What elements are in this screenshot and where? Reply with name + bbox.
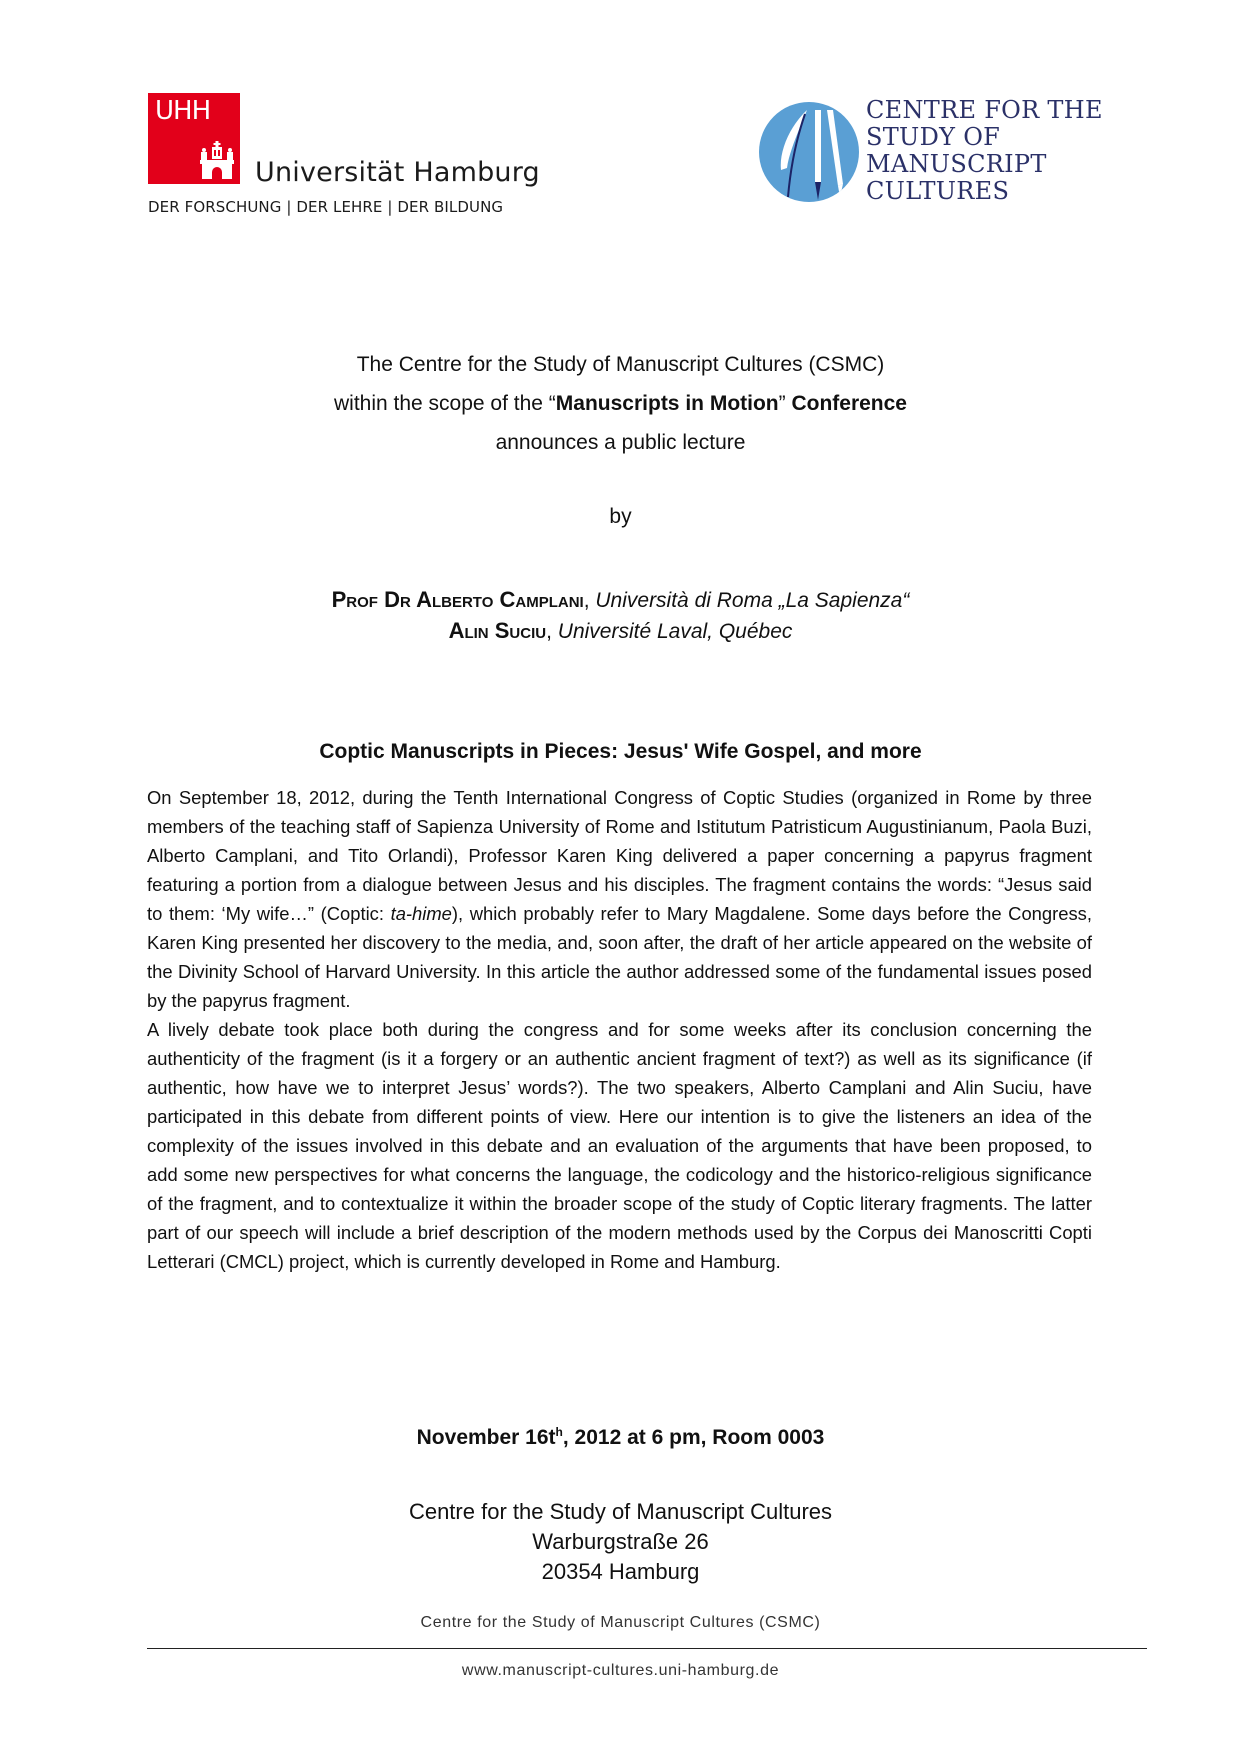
csmc-logo-mark <box>759 102 859 202</box>
by-label: by <box>609 505 632 528</box>
abstract-p1-part-b: ), which probably refer to Mary Magdalene. Some days before the Congress, Karen King presented her discovery to the media, and, soon after, the draft of her article appeared on the website of the Divinity School of Harvard University. In this article the author addressed some of the fundamental issues posed by the papyrus fragment. <box>147 903 1092 1011</box>
speaker-separator: , <box>546 620 558 643</box>
csmc-logo-line: MANUSCRIPT <box>866 150 1047 178</box>
footer-divider <box>147 1648 1147 1649</box>
csmc-logo-text <box>866 97 1103 205</box>
uhh-logo-tagline: DER FORSCHUNG | DER LEHRE | DER BILDUNG <box>148 198 504 216</box>
quill-pens-icon <box>759 102 859 202</box>
speaker-affiliation: Università di Roma „La Sapienza“ <box>595 589 910 612</box>
address-line: Centre for the Study of Manuscript Cultures <box>408 1499 833 1524</box>
intro-line-2 <box>0 384 1241 423</box>
event-date-sup: h <box>555 1425 563 1439</box>
event-date-suffix: , 2012 at 6 pm, Room 0003 <box>562 1426 825 1449</box>
event-date-prefix: November 16t <box>416 1426 556 1449</box>
speaker-line <box>0 616 1241 647</box>
speaker-line <box>0 585 1241 616</box>
intro-line-3: announces a public lecture <box>495 431 746 454</box>
csmc-logo-line: STUDY OF <box>866 123 1001 151</box>
intro-line-2-mid: ” <box>778 392 792 415</box>
conference-name: Manuscripts in Motion <box>555 392 779 415</box>
speaker-name: Alin Suciu <box>448 618 547 643</box>
csmc-logo-line: CENTRE FOR THE <box>866 96 1103 124</box>
coptic-term: ta-hime <box>390 903 452 924</box>
abstract-p1-part-a: On September 18, 2012, during the Tenth International Congress of Coptic Studies (organized in Rome by three members of the teaching staff of Sapienza University of Rome and Istitutum Patristicum Augustinianum, Paola Buzi, Alberto Camplani, and Tito Orlandi), Professor Karen King delivered a paper concerning a papyrus fragment featuring a portion from a dialogue between Jesus and his disciples. The fragment contains the words: “Jesus said to them: ‘My wife…” (Coptic: <box>147 787 1092 924</box>
address-line: 20354 Hamburg <box>541 1559 700 1584</box>
lecture-abstract <box>147 783 1092 1276</box>
speaker-affiliation: Université Laval, Québec <box>557 620 793 643</box>
uhh-logo-mark <box>148 93 240 184</box>
conference-label: Conference <box>791 392 907 415</box>
event-date <box>0 1425 1241 1450</box>
intro-line-2-prefix: within the scope of the “ <box>334 392 556 415</box>
speakers <box>0 585 1241 647</box>
speaker-name: Prof Dr Alberto Camplani <box>331 587 584 612</box>
lecture-title: Coptic Manuscripts in Pieces: Jesus' Wife Gospel, and more <box>319 740 922 763</box>
uhh-logo-letters: UHH <box>155 96 211 126</box>
address-line: Warburgstraße 26 <box>532 1529 709 1554</box>
footer-org: Centre for the Study of Manuscript Cultures (CSMC) <box>420 1614 821 1631</box>
abstract-paragraph-1 <box>147 783 1092 1015</box>
speaker-separator: , <box>583 589 596 612</box>
csmc-logo-line: CULTURES <box>866 177 1010 205</box>
announcement-intro <box>0 345 1241 462</box>
uhh-logo-name: Universität Hamburg <box>255 157 540 188</box>
event-address <box>0 1497 1241 1587</box>
footer-url[interactable]: www.manuscript-cultures.uni-hamburg.de <box>461 1662 780 1679</box>
abstract-paragraph-2: A lively debate took place both during the congress and for some weeks after its conclusion concerning the authenticity of the fragment (is it a forgery or an authentic ancient fragment of text?) as well as its significance (if authentic, how have we to interpret Jesus’ words?). The two speakers, Alberto Camplani and Alin Suciu, have participated in this debate from different points of view. Here our intention is to give the listeners an idea of the complexity of the issues involved in this debate and an evaluation of the arguments that have been proposed, to add some new perspectives for what concerns the language, the codicology and the historico-religious significance of the fragment, and to contextualize it within the broader scope of the study of Coptic literary fragments. The latter part of our speech will include a brief description of the modern methods used by the Corpus dei Manoscritti Copti Letterari (CMCL) project, which is currently developed in Rome and Hamburg. <box>147 1019 1092 1272</box>
intro-line-1: The Centre for the Study of Manuscript Cultures (CSMC) <box>356 353 885 376</box>
hamburg-castle-icon <box>200 141 234 179</box>
